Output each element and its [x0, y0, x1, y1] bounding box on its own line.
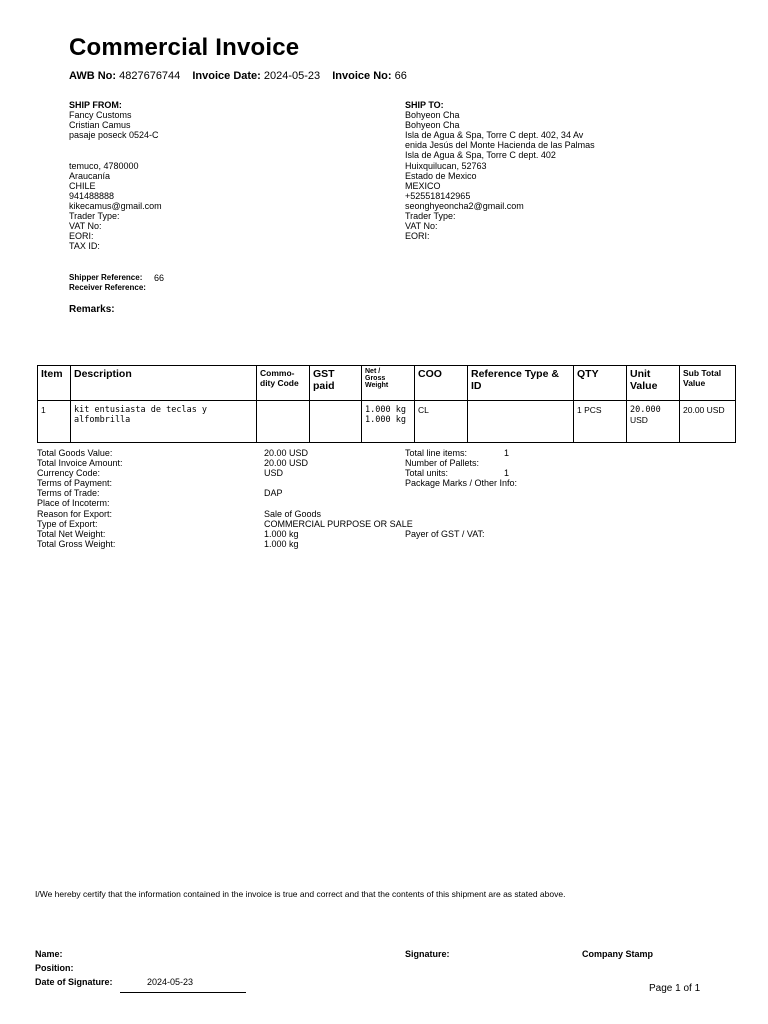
ship-to-line: EORI:: [405, 231, 430, 242]
ship-from-line: [69, 150, 162, 160]
totals-value: [504, 529, 509, 539]
invoice-date-value: 2024-05-23: [263, 70, 321, 82]
cell-commodity-code: [257, 401, 310, 443]
col-description: Description: [71, 366, 257, 401]
totals-value: 1.000 kg: [264, 538, 299, 549]
totals-label: [405, 519, 517, 529]
totals-value: [504, 478, 509, 488]
remarks-label: Remarks:: [69, 304, 115, 315]
totals-value: USD: [264, 468, 284, 479]
totals-label: Number of Pallets:: [405, 458, 480, 469]
col-reference-type: Reference Type & ID: [468, 366, 574, 401]
ship-from-line: VAT No:: [69, 221, 102, 232]
ship-to-line: enida Jesús del Monte Hacienda de las Palmas: [405, 140, 595, 151]
totals-label: Terms of Payment:: [37, 478, 113, 489]
ship-to-block: [405, 100, 595, 241]
table-row: [38, 401, 736, 443]
totals-value: COMMERCIAL PURPOSE OR SALE: [264, 518, 413, 529]
invoice-title: Commercial Invoice: [69, 34, 300, 61]
position-label: Position:: [35, 963, 74, 973]
totals-label: [405, 498, 517, 508]
totals-value: Sale of Goods: [264, 508, 322, 519]
totals-label: Payer of GST / VAT:: [405, 528, 485, 539]
invoice-date-label: Invoice Date:: [192, 70, 261, 82]
invoice-no-label: Invoice No:: [332, 70, 392, 82]
table-header-row: [38, 366, 736, 401]
totals-label: [405, 509, 517, 519]
ship-from-line: CHILE: [69, 180, 96, 191]
ship-from-line: EORI:: [69, 231, 94, 242]
totals-value: 20.00 USD: [264, 448, 309, 458]
totals-value: [264, 498, 413, 508]
cell-sub-total: 20.00 USD: [680, 401, 736, 443]
totals-value: [264, 478, 413, 488]
totals-value: [504, 519, 509, 529]
shipper-reference-label: Shipper Reference:: [69, 273, 143, 282]
cell-weight: 1.000 kg 1.000 kg: [362, 401, 415, 443]
col-weight: Net / Gross Weight: [362, 366, 415, 401]
ship-to-line: +525518142965: [405, 190, 471, 201]
ship-to-line: Estado de Mexico: [405, 170, 477, 181]
ship-to-line: VAT No:: [405, 221, 438, 232]
col-sub-total: Sub Total Value: [680, 366, 736, 401]
totals-label: Type of Export:: [37, 518, 98, 529]
ship-from-line: Araucanía: [69, 170, 111, 181]
ship-from-line: Trader Type:: [69, 211, 120, 222]
ship-from-line: [69, 140, 162, 150]
cell-gst-paid: [310, 401, 362, 443]
totals-value: DAP: [264, 488, 283, 499]
totals-value: 20.00 USD: [264, 458, 309, 469]
line-items-table: [37, 365, 736, 443]
totals-label: Reason for Export:: [37, 508, 113, 519]
col-coo: COO: [415, 366, 468, 401]
signature-date-line: [120, 992, 246, 993]
totals-value: 1: [504, 468, 510, 479]
totals-label: Package Marks / Other Info:: [405, 478, 518, 489]
ship-from-line: Fancy Customs: [69, 110, 132, 121]
shipper-reference-value: 66: [154, 273, 165, 283]
ship-from-label: SHIP FROM:: [69, 100, 122, 110]
col-qty: QTY: [574, 366, 627, 401]
invoice-header: [69, 70, 407, 82]
ship-to-line: Trader Type:: [405, 211, 456, 222]
totals-right-labels: [405, 448, 517, 539]
ship-to-label: SHIP TO:: [405, 100, 444, 110]
invoice-no-value: 66: [394, 70, 407, 82]
ship-to-line: MEXICO: [405, 180, 441, 191]
col-commodity-code: Commo- dity Code: [257, 366, 310, 401]
cell-unit-value: 20.000 USD: [627, 401, 680, 443]
totals-label: Place of Incoterm:: [37, 498, 110, 509]
receiver-reference-label: Receiver Reference:: [69, 283, 146, 292]
totals-value: [504, 488, 509, 498]
totals-right-values: [504, 448, 509, 539]
totals-value: [504, 458, 509, 468]
company-stamp-label: Company Stamp: [582, 949, 654, 959]
totals-label: Terms of Trade:: [37, 488, 100, 499]
ship-to-line: seonghyeoncha2@gmail.com: [405, 200, 524, 211]
totals-value: [504, 509, 509, 519]
cell-reference-type: [468, 401, 574, 443]
col-item: Item: [38, 366, 71, 401]
cell-qty: 1 PCS: [574, 401, 627, 443]
date-of-signature-value: 2024-05-23: [147, 977, 194, 987]
totals-value: 1.000 kg: [264, 528, 299, 539]
cell-description: kit entusiasta de teclas y alfombrilla: [71, 401, 257, 443]
totals-left-values: [264, 448, 413, 549]
totals-left-labels: [37, 448, 123, 549]
totals-label: Total units:: [405, 468, 449, 479]
awb-label: AWB No:: [69, 70, 117, 82]
ship-to-line: Isla de Agua & Spa, Torre C dept. 402: [405, 150, 556, 161]
certification-statement: I/We hereby certify that the information contained in the invoice is true and correct and that the contents of this shipment are as stated above.: [35, 889, 566, 899]
signature-label: Signature:: [405, 949, 450, 959]
page-number: Page 1 of 1: [649, 983, 701, 994]
ship-from-line: temuco, 4780000: [69, 160, 139, 171]
ship-from-line: TAX ID:: [69, 241, 100, 252]
totals-value: 1: [504, 448, 510, 458]
name-label: Name:: [35, 949, 63, 959]
ship-from-line: kikecamus@gmail.com: [69, 200, 162, 211]
col-unit-value: Unit Value: [627, 366, 680, 401]
ship-to-line: Huixquilucan, 52763: [405, 160, 487, 171]
totals-label: Currency Code:: [37, 468, 101, 479]
ship-from-line: pasaje poseck 0524-C: [69, 130, 159, 141]
cell-coo: CL: [415, 401, 468, 443]
awb-value: 4827676744: [119, 70, 181, 82]
ship-to-line: Bohyeon Cha: [405, 110, 460, 121]
cell-item: 1: [38, 401, 71, 443]
col-gst-paid: GST paid: [310, 366, 362, 401]
ship-to-line: Bohyeon Cha: [405, 120, 460, 131]
date-of-signature-label: Date of Signature:: [35, 977, 113, 987]
totals-label: Total Net Weight:: [37, 528, 106, 539]
totals-label: Total Invoice Amount:: [37, 458, 123, 469]
totals-label: [405, 488, 517, 498]
ship-from-line: Cristian Camus: [69, 120, 131, 131]
ship-from-block: [69, 100, 162, 251]
totals-label: Total line items:: [405, 448, 468, 458]
totals-label: Total Goods Value:: [37, 448, 113, 458]
ship-from-line: 941488888: [69, 190, 115, 201]
totals-value: [504, 498, 509, 508]
ship-to-line: Isla de Agua & Spa, Torre C dept. 402, 34 Av: [405, 130, 584, 141]
totals-label: Total Gross Weight:: [37, 538, 116, 549]
